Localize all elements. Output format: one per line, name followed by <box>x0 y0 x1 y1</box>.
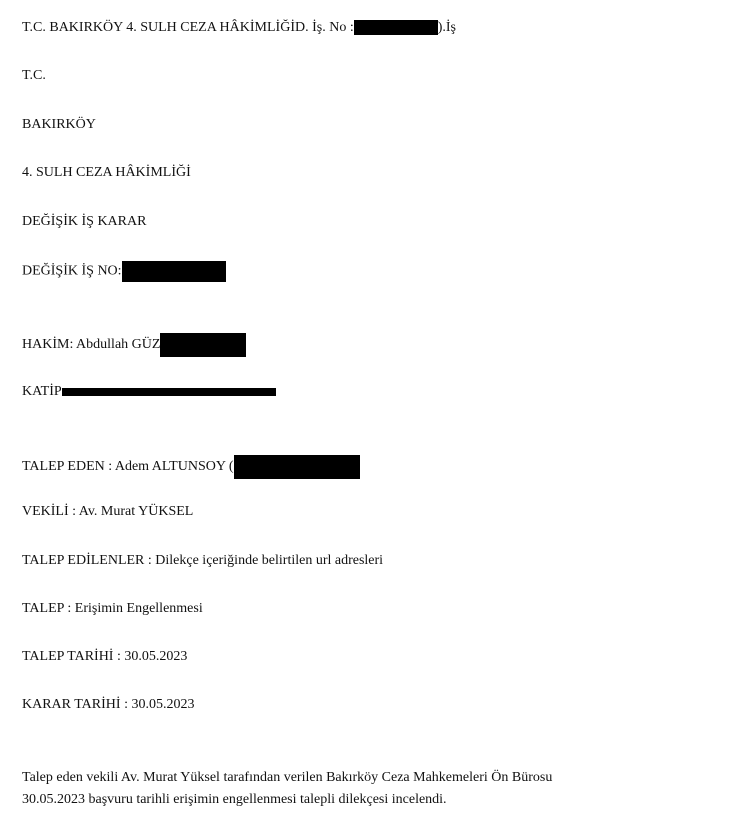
clerk-label: KATİP <box>22 384 62 399</box>
redaction-clerk <box>62 388 276 396</box>
file-no-line <box>22 261 226 282</box>
doc-type-line: DEĞİŞİK İŞ KARAR <box>22 214 147 229</box>
request-line: TALEP : Erişimin Engellenmesi <box>22 601 203 616</box>
requester-text: TALEP EDEN : Adem ALTUNSOY ( <box>22 459 234 475</box>
redaction-judge <box>160 333 246 357</box>
request-date-line: TALEP TARİHİ : 30.05.2023 <box>22 649 188 664</box>
judge-line <box>22 333 246 357</box>
header-suffix: ).İş <box>437 20 456 35</box>
judge-text: HAKİM: Abdullah GÜZ <box>22 337 161 353</box>
city-line: BAKIRKÖY <box>22 117 96 132</box>
respondents-line: TALEP EDİLENLER : Dilekçe içeriğinde belirtilen url adresleri <box>22 553 384 568</box>
attorney-line: VEKİLİ : Av. Murat YÜKSEL <box>22 504 194 519</box>
court-name-line: 4. SULH CEZA HÂKİMLİĞİ <box>22 165 191 180</box>
clerk-line <box>22 383 276 401</box>
header-line <box>22 19 456 37</box>
body-line-2: 30.05.2023 başvuru tarihli erişimin engellenmesi talepli dilekçesi incelendi. <box>22 792 447 807</box>
decision-date-line: KARAR TARİHİ : 30.05.2023 <box>22 697 195 712</box>
requester-line <box>22 455 360 479</box>
redaction-header-no <box>354 20 438 35</box>
header-prefix: T.C. BAKIRKÖY 4. SULH CEZA HÂKİMLİĞİD. İş. No : <box>22 20 354 35</box>
redaction-file-no <box>122 261 226 282</box>
body-line-1: Talep eden vekili Av. Murat Yüksel tarafından verilen Bakırköy Ceza Mahkemeleri Ön Bürosu <box>22 770 553 785</box>
body-paragraph <box>22 767 722 811</box>
file-no-label: DEĞİŞİK İŞ NO: <box>22 263 122 279</box>
redaction-requester <box>234 455 360 479</box>
tc-line: T.C. <box>22 68 46 83</box>
